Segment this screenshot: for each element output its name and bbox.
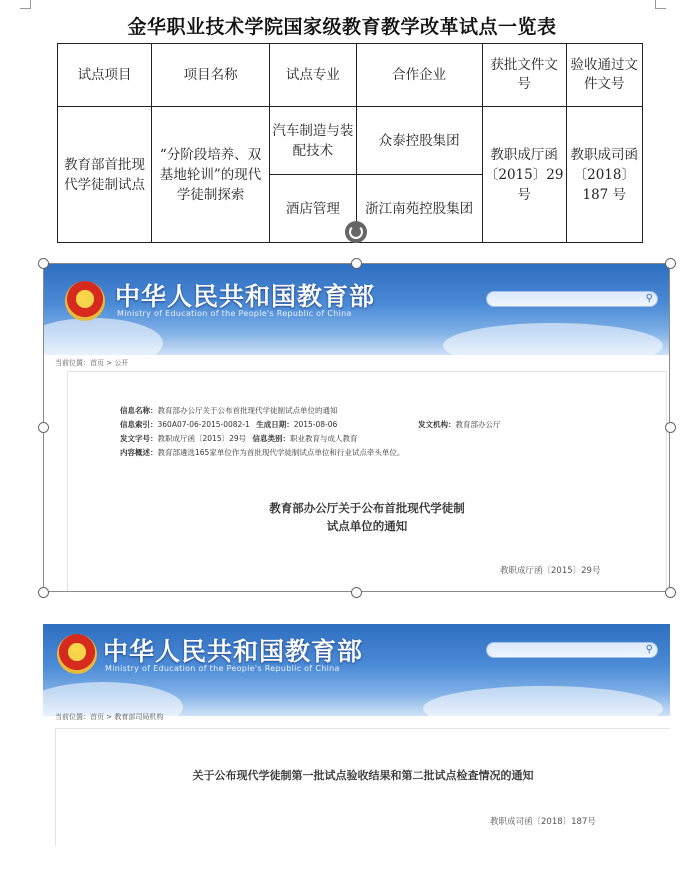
cell-major-2: 酒店管理 [270,175,357,243]
meta-value: 教职成厅函〔2015〕29号 [157,434,247,443]
meta-value: 360A07-06-2015-0082-1 [157,420,250,429]
national-emblem-icon: ★ [65,281,105,321]
header-acceptance-doc: 验收通过文件文号 [566,44,642,107]
document-number: 教职成厅函〔2015〕29号 [500,566,601,576]
cell-project-name: “分阶段培养、双基地轮训”的现代学徒制探索 [152,107,270,243]
resize-handle-bottom-left[interactable] [38,587,49,598]
page-corner-mark-left [20,0,31,9]
search-icon: ⚲ [645,293,653,304]
meta-value: 教育部办公厅关于公布首批现代学徒制试点单位的通知 [157,406,338,415]
table-row [58,107,643,175]
header-pilot-major: 试点专业 [270,44,357,107]
meta-value: 教育部办公厅 [455,420,501,429]
meta-label: 生成日期： [256,420,294,429]
meta-label: 发文机构： [418,420,456,429]
site-name-en: Ministry of Education of the People's Republic of China [105,664,340,673]
meta-value: 2015-08-06 [293,420,338,429]
search-box[interactable] [486,642,658,658]
breadcrumb: 当前位置：首页 > 教育部司局机构 [55,713,164,721]
resize-handle-top-right[interactable] [665,258,676,269]
meta-value: 职业教育与成人教育 [290,434,358,443]
notice-panel [55,728,670,846]
resize-handle-top-left[interactable] [38,258,49,269]
rotate-handle-icon[interactable] [345,221,367,243]
meta-label: 发文字号： [120,434,158,443]
cell-major-1: 汽车制造与装配技术 [270,107,357,175]
document-title: 金华职业技术学院国家级教育教学改革试点一览表 [127,16,557,38]
header-pilot-project: 试点项目 [58,44,152,107]
site-name: 中华人民共和国教育部 [115,282,376,311]
notice-title-line-1: 教育部办公厅关于公布首批现代学徒制 [269,501,465,515]
meta-label: 内容概述： [120,448,158,457]
cell-company-1: 众泰控股集团 [356,107,482,175]
page-corner-mark-right [655,0,666,9]
header-partner-company: 合作企业 [356,44,482,107]
cell-approval-doc: 教职成厅函〔2015〕29 号 [482,107,566,243]
resize-handle-bottom[interactable] [351,587,362,598]
notice-title-line-2: 试点单位的通知 [326,519,408,533]
cell-pilot-project: 教育部首批现代学徒制试点 [58,107,152,243]
resize-handle-right[interactable] [665,422,676,433]
cloud-decoration [43,682,183,732]
moe-notice-screenshot-2018[interactable] [43,624,670,846]
header-project-name: 项目名称 [152,44,270,107]
national-emblem-icon: ★ [57,634,97,674]
meta-label: 信息索引： [120,420,158,429]
resize-handle-bottom-right[interactable] [665,587,676,598]
cloud-decoration [423,686,663,731]
site-name-en: Ministry of Education of the People's Republic of China [117,309,352,318]
breadcrumb: 当前位置：首页 > 公开 [55,359,129,367]
image-selection-frame [43,263,670,592]
header-approval-doc: 获批文件文号 [482,44,566,107]
table-header-row [58,44,643,107]
resize-handle-top[interactable] [351,258,362,269]
cell-acceptance-doc: 教职成司函〔2018〕187 号 [566,107,642,243]
document-number: 教职成司函〔2018〕187号 [490,817,596,827]
meta-value: 教育部遴选165家单位作为首批现代学徒制试点单位和行业试点牵头单位。 [157,448,405,457]
resize-handle-left[interactable] [38,422,49,433]
meta-label: 信息类别： [252,434,291,443]
pilot-table [57,43,643,243]
site-name: 中华人民共和国教育部 [103,637,364,666]
moe-banner [43,624,670,716]
cell-company-2: 浙江南苑控股集团 [356,175,482,243]
search-icon: ⚲ [645,644,653,655]
meta-label: 信息名称： [120,406,158,415]
notice-title: 关于公布现代学徒制第一批试点验收结果和第二批试点检查情况的通知 [192,769,534,782]
